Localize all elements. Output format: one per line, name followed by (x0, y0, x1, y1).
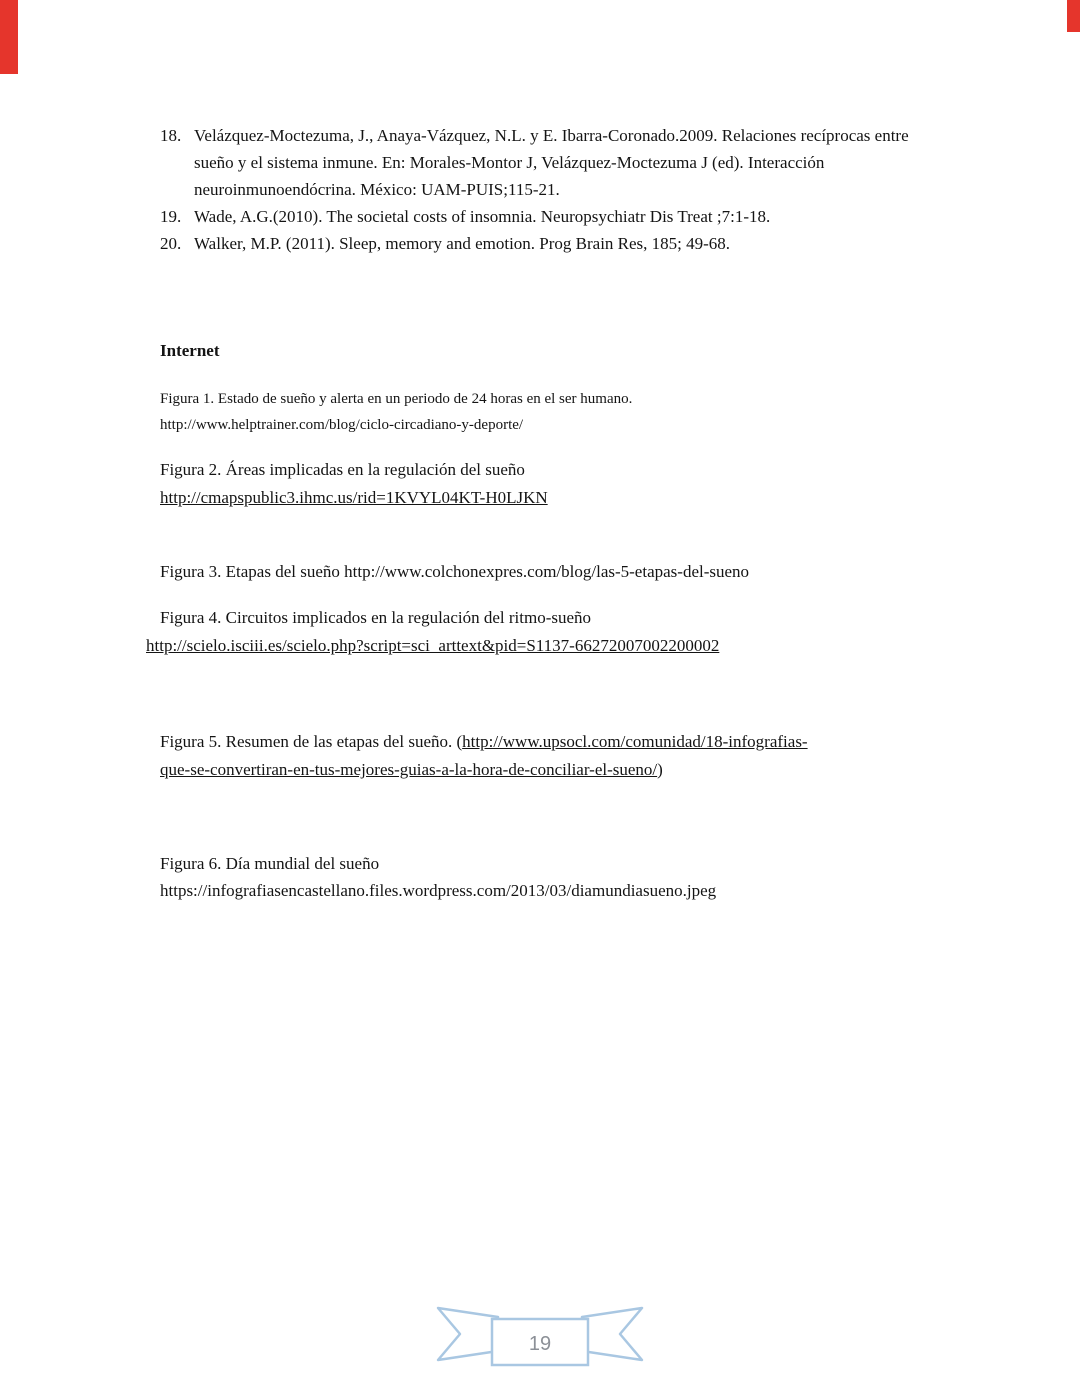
figure-entry-2 (160, 456, 928, 512)
figure-5-link-part-2[interactable]: que-se-convertiran-en-tus-mejores-guias-a-la-hora-de-conciliar-el-sueno/ (160, 760, 658, 779)
ribbon-banner-icon (428, 1303, 652, 1369)
figure-entry-4 (146, 604, 928, 660)
page-number: 19 (528, 1333, 552, 1355)
reference-list (160, 0, 928, 257)
figure-5-caption-line-2 (160, 756, 928, 784)
figure-4-link[interactable]: http://scielo.isciii.es/scielo.php?script=sci_arttext&pid=S1137-66272007002200002 (146, 636, 720, 655)
reference-item-19 (160, 203, 928, 230)
figure-4-caption: Figura 4. Circuitos implicados en la regulación del ritmo-sueño (160, 608, 592, 627)
figure-5-caption-suffix: ) (657, 760, 663, 779)
figure-3-caption: Figura 3. Etapas del sueño (160, 562, 340, 581)
reference-text: Wade, A.G.(2010). The societal costs of insomnia. Neuropsychiatr Dis Treat ;7:1-18. (194, 207, 771, 226)
scan-edge-red-right (1067, 0, 1080, 32)
reference-number: 18. (160, 126, 182, 145)
internet-section-heading: Internet (160, 341, 220, 360)
reference-item-18 (160, 122, 928, 203)
figure-entry-1 (160, 386, 928, 438)
reference-text: Velázquez-Moctezuma, J., Anaya-Vázquez, N.L. y E. Ibarra-Coronado.2009. Relaciones recíprocas entre sueño y el sistema inmune. En: Morales-Montor J, Velázquez-Moctezuma J (ed). Interacción neuroinmunoendócrina. México: UAM-PUIS;115-21. (194, 126, 909, 199)
figure-6-url: https://infografiasencastellano.files.wordpress.com/2013/03/diamundiasueno.jpeg (160, 881, 717, 900)
reference-number: 19. (160, 207, 182, 226)
figure-6-caption: Figura 6. Día mundial del sueño (160, 854, 380, 873)
figure-2-caption: Figura 2. Áreas implicadas en la regulación del sueño (160, 460, 525, 479)
figure-5-caption-prefix: Figura 5. Resumen de las etapas del sueño. ( (160, 732, 463, 751)
page-content (146, 0, 928, 904)
scan-edge-red-left (0, 0, 18, 74)
figure-1-caption: Figura 1. Estado de sueño y alerta en un periodo de 24 horas en el ser humano. (160, 391, 633, 407)
figure-2-link[interactable]: http://cmapspublic3.ihmc.us/rid=1KVYL04KT-H0LJKN (160, 488, 548, 507)
reference-text: Walker, M.P. (2011). Sleep, memory and emotion. Prog Brain Res, 185; 49-68. (194, 234, 731, 253)
figure-3-url: http://www.colchonexpres.com/blog/las-5-etapas-del-sueno (344, 562, 750, 581)
figure-entry-6 (160, 850, 928, 904)
reference-number: 20. (160, 234, 182, 253)
figure-1-url: http://www.helptrainer.com/blog/ciclo-circadiano-y-deporte/ (160, 417, 524, 433)
ribbon-right-tail (582, 1308, 642, 1360)
figure-5-caption-line-1 (160, 728, 928, 756)
reference-item-20 (160, 230, 928, 257)
figure-5-link-part-1[interactable]: http://www.upsocl.com/comunidad/18-infografias- (462, 732, 808, 751)
figure-entry-3 (160, 558, 928, 586)
ribbon-left-tail (438, 1308, 498, 1360)
figure-entry-5 (160, 728, 928, 784)
page-number-ribbon (428, 1303, 652, 1369)
